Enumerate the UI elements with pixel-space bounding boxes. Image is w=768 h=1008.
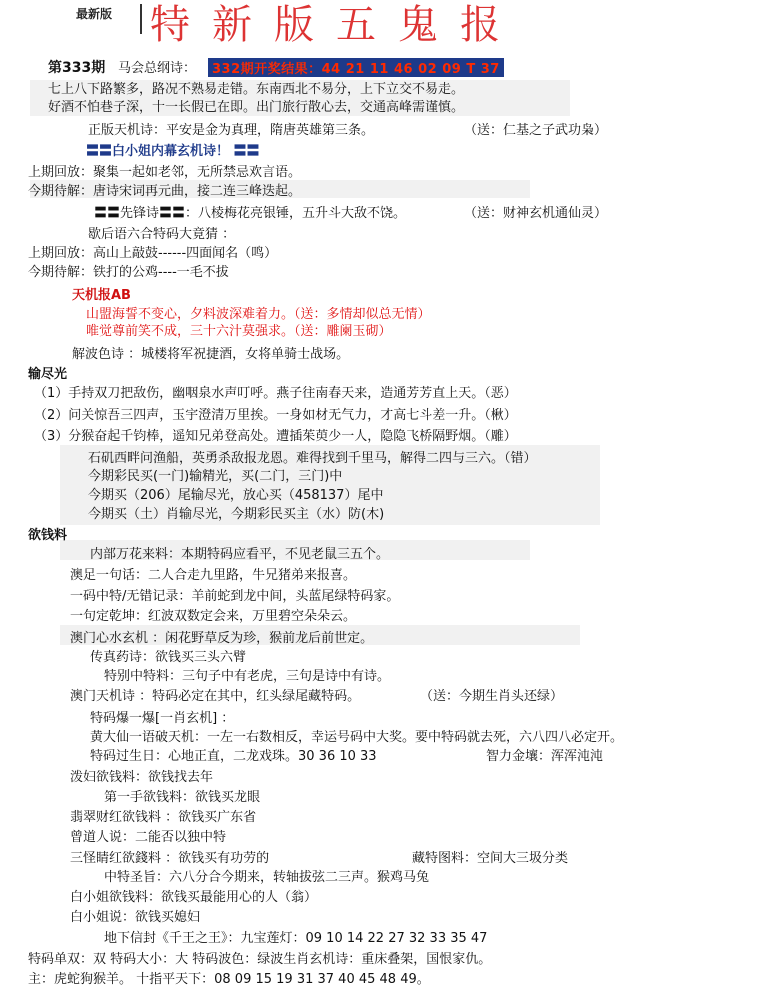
review-line: 上期回放：高山上敲鼓------四面闻名（鸣） [28, 246, 278, 261]
tip-line: 黄大仙一语破天机：一左一右数相反，幸运号码中大奖。要中特码就去死，六八四八必定开。 [90, 730, 624, 745]
issue-number: 第333期 [48, 60, 106, 76]
tip-line: 特码过生日：心地正直，二龙戏珠。30 36 10 33 [90, 749, 377, 764]
tip-line: 曾道人说：二能否以独中特 [70, 830, 227, 845]
jiebo-poem: 解波色诗 ：城楼将军祝捷酒，女将单骑士战场。 [72, 347, 350, 362]
riddle-line: （1）手持双刀把敌伤，幽咽泉水声叮呼。燕子往南春天来，造通芳芳直上天。（恶） [34, 386, 517, 401]
page-title: 特新版五鬼报 [150, 2, 522, 48]
tip-line: 第一手欲钱料：欲钱买龙眼 [104, 790, 261, 805]
tip-line-right: 智力金壤：浑浑沌沌 [486, 749, 604, 764]
poem-line: 七上八下路繁多，路况不熟易走错。东南西北不易分，上下立交不易走。 [48, 82, 465, 97]
footer-line: 主：虎蛇狗猴羊。 十指平天下：08 09 15 19 31 37 40 45 48 49。 [28, 972, 430, 987]
tip-line: 澳门天机诗 ：特码必定在其中，红头绿尾藏特码。 [70, 689, 361, 704]
tip-line: 三怪睛红欲錢料 ：欲钱买有功劳的 [70, 851, 270, 866]
red-poem-line: 山盟海誓不变心，夕料波深难着力。（送：多情却似总无情） [86, 307, 431, 322]
tip-line: 一句定乾坤：红波双数定会来，万里碧空朵朵云。 [70, 609, 357, 624]
draw-result: 332期开奖结果：44 21 11 46 02 09 T 37 [208, 58, 504, 77]
tip-line: 内部万花来料：本期特码应看平，不见老鼠三五个。 [90, 547, 390, 562]
red-poem-line: 唯觉尊前笑不成，三十六汁莫强求。（送：雕阑玉砌） [86, 324, 392, 339]
tip-line: 特码爆一爆[一肖玄机] ： [90, 711, 235, 726]
tip-line-right: 藏特图料：空间大三圾分类 [412, 851, 569, 866]
poem-line: 好酒不怕巷子深，十一长假已在即。出门旅行散心去，交通高峰需谨慎。 [48, 100, 465, 115]
loss-line: 今期买（206）尾输尽光，放心买（458137）尾中 [88, 488, 384, 503]
waiting-line: 今期待解：唐诗宋词再元曲，接二连三峰迭起。 [28, 184, 302, 199]
review-line: 上期回放：聚集一起如老邻，无所禁忌欢言语。 [28, 165, 302, 180]
tianji-poem: 正版天机诗：平安是金为真理，隋唐英雄第三条。 [88, 123, 375, 138]
loss-line: 今期买（土）肖输尽光，今期彩民买主（水）防(木) [88, 507, 385, 522]
bai-title: 〓〓白小姐内幕玄机诗！ 〓〓 [86, 144, 260, 159]
issue-label: 马会总纲诗： [118, 61, 197, 76]
tianjibao-title: 天机报AB [72, 288, 131, 303]
waiting-line: 今期待解：铁打的公鸡----一毛不拔 [28, 265, 229, 280]
header-divider [140, 4, 142, 34]
edition-label: 最新版 [76, 7, 113, 21]
xianfeng-send: （送：财神玄机通仙灵） [464, 206, 608, 221]
tip-line: 澳门心水玄机 ：闲花野草反为珍，猴前龙后前世定。 [70, 631, 374, 646]
tip-line: 中特圣旨：六八分合今期来，转轴拔弦二三声。猴鸡马兔 [104, 870, 430, 885]
tip-line: 地下信封《千王之王》：九宝莲灯：09 10 14 22 27 32 33 35 47 [104, 931, 488, 946]
tip-line: 一码中特/无错记录：羊前蛇到龙中间，头蓝尾绿特码家。 [70, 589, 400, 604]
xianfeng-poem: 〓〓先锋诗〓〓：八棱梅花亮银锤，五升斗大敌不饶。 [94, 206, 407, 221]
section-title: 欲钱料 [28, 528, 68, 543]
xiehouyu-title: 歇后语六合特码大竟猜 ： [88, 227, 236, 242]
tip-send: （送：今期生肖头还绿） [420, 689, 564, 704]
tip-line: 传真药诗：欲钱买三头六臂 [90, 650, 247, 665]
tip-line: 白小姐欲钱料：欲钱买最能用心的人（翁） [70, 890, 318, 905]
footer-line: 特码单双：双 特码大小：大 特码波色：绿波生肖玄机诗：重床叠架，国恨家仇。 [28, 952, 492, 967]
tip-line: 澳足一句话：二人合走九里路，牛兄猪弟来报喜。 [70, 568, 357, 583]
riddle-line: （2）问关惊吾三四声，玉宇澄清万里挨。一身如材无气力，才高七斗差一升。（楸） [34, 408, 517, 423]
riddle-line: （3）分猴奋起千钧棒，遥知兄弟登高处。遭插茱萸少一人，隐隐飞桥隔野烟。（雕） [34, 429, 517, 444]
tianji-send: （送：仁基之子武功枭） [464, 123, 608, 138]
tip-line: 白小姐说：欲钱买媳妇 [70, 910, 201, 925]
tip-line: 翡翠财红欲钱料 ：欲钱买广东省 [70, 810, 257, 825]
tip-line: 特别中特料：三句子中有老虎，三句是诗中有诗。 [104, 669, 391, 684]
loss-line: 今期彩民买(一门)输精光，买(二门，三门)中 [88, 469, 343, 484]
riddle-line: 石矶西畔问渔船，英勇杀敌报龙恩。难得找到千里马，解得二四与三六。（错） [88, 451, 537, 466]
section-title: 输尽光 [28, 367, 68, 382]
tip-line: 泼妇欲钱料：欲钱找去年 [70, 770, 214, 785]
